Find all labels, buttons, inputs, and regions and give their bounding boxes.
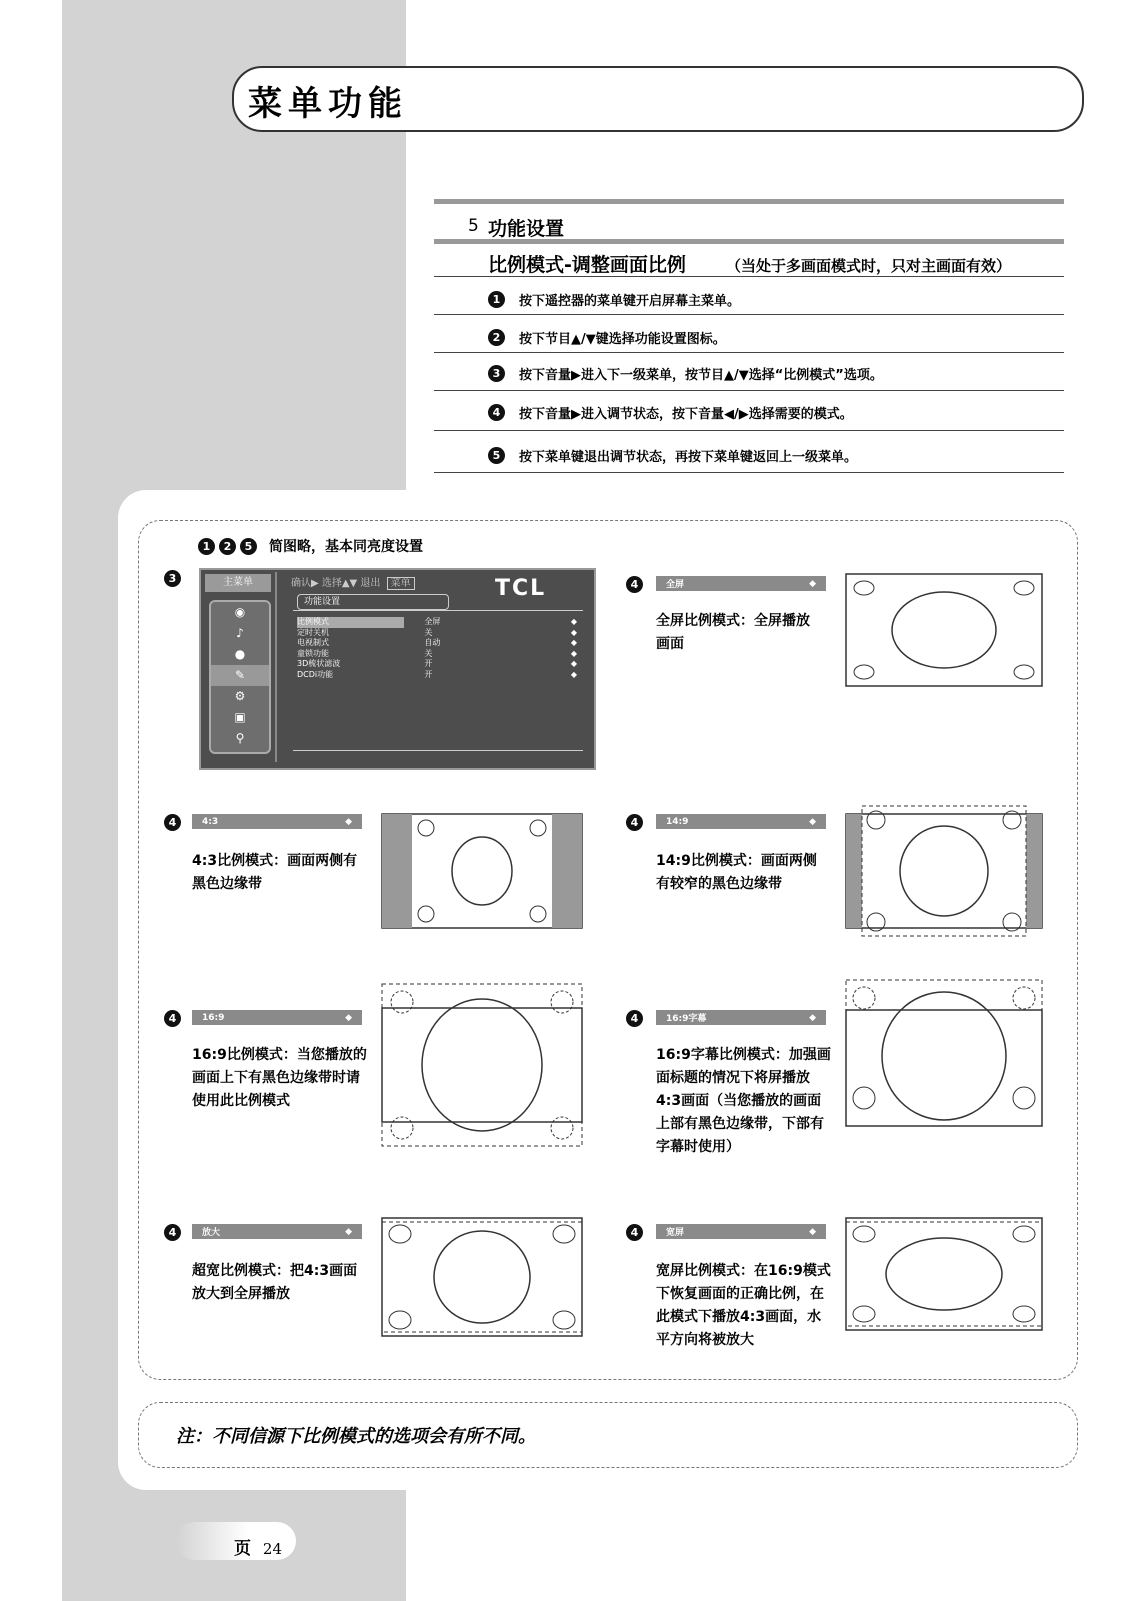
step-text: 按下遥控器的菜单键开启屏幕主菜单。 <box>519 294 741 309</box>
page-number: 页 24 <box>234 1539 283 1559</box>
step-text: 按下菜单键退出调节状态，再按下菜单键返回上一级菜单。 <box>519 450 858 465</box>
step-item <box>488 446 857 465</box>
mode-bar: 放大 ◆ <box>192 1224 362 1239</box>
page-title: 菜单功能 <box>248 84 408 124</box>
tv-icon-column <box>209 600 271 754</box>
divider <box>434 430 1064 431</box>
subsection-note: （当处于多画面模式时，只对主画面有效） <box>726 257 1012 275</box>
divider <box>434 352 1064 353</box>
tv-menu-rows <box>297 617 577 680</box>
divider <box>434 390 1064 391</box>
tv-divider <box>275 572 277 762</box>
step-number: 2 <box>488 329 505 346</box>
setup-icon: ⚙ <box>234 689 246 703</box>
step-text: 按下音量▶进入下一级菜单，按节目▲/▼选择“比例模式”选项。 <box>519 368 883 383</box>
mode-description: 14:9比例模式：画面两侧有较窄的黑色边缘带 <box>656 853 817 892</box>
step-item <box>488 328 726 347</box>
divider <box>434 314 1064 315</box>
step-marker: 4 <box>626 1010 643 1027</box>
aspect-diagram-16-9-subtitle <box>846 980 1042 1126</box>
mode-bar: 16:9 ◆ <box>192 1010 362 1025</box>
step-number: 5 <box>488 447 505 464</box>
mode-description: 16:9比例模式：当您播放的画面上下有黑色边缘带时请使用此比例模式 <box>192 1047 367 1109</box>
mode-description: 宽屏比例模式：在16:9模式下恢复画面的正确比例，在此模式下播放4:3画面，水平方向将被放大 <box>656 1263 831 1348</box>
combo-label <box>198 536 423 556</box>
search-icon: ⚲ <box>235 731 245 745</box>
step-item <box>488 364 883 383</box>
tv-menu-row: 定时关机 关 ◆ <box>297 627 577 637</box>
tv-menu-row: 电视制式 自动 ◆ <box>297 638 577 647</box>
picture-icon: ◉ <box>234 605 246 619</box>
step-marker: 3 <box>164 570 181 587</box>
step-number: 1 <box>198 538 215 555</box>
subsection-title: 比例模式-调整画面比例 <box>488 254 686 276</box>
step-marker: 4 <box>626 576 643 593</box>
tv-main-menu-label: 主菜单 <box>205 574 271 592</box>
step-marker: 4 <box>164 814 181 831</box>
aspect-diagram-16-9 <box>382 984 582 1146</box>
section-rule-top <box>434 199 1064 204</box>
section-number: 5 <box>468 216 479 236</box>
step-marker: 4 <box>626 1224 643 1241</box>
step-number: 5 <box>240 538 257 555</box>
mode-bar: 4:3 ◆ <box>192 814 362 829</box>
mode-description: 16:9字幕比例模式：加强画面标题的情况下将屏播放4:3画面（当您播放的画面上部有黑色边缘带，下部有字幕时使用） <box>656 1047 831 1155</box>
section-title: 功能设置 <box>488 218 565 240</box>
section-rule-mid <box>434 239 1064 244</box>
tv-menu-row: 童锁功能 关 ◆ <box>297 648 577 658</box>
step-number: 2 <box>219 538 236 555</box>
function-icon: ✎ <box>211 665 269 686</box>
step-item <box>488 290 740 309</box>
step-item <box>488 403 853 422</box>
tv-menu-row: 3D梳状滤波 开 ◆ <box>297 659 577 668</box>
step-marker: 4 <box>164 1224 181 1241</box>
step-number: 1 <box>488 291 505 308</box>
divider <box>434 472 1064 473</box>
divider <box>434 276 1064 277</box>
sound-icon: ♪ <box>236 626 244 640</box>
tv-hint-key: 菜单 <box>387 577 415 590</box>
aspect-diagram-4-3 <box>382 814 582 928</box>
aspect-diagram-full <box>846 574 1042 686</box>
step-marker: 4 <box>626 814 643 831</box>
tv-menu-row: 比例模式 全屏 ◆ <box>297 617 577 626</box>
mode-description: 4:3比例模式：画面两侧有黑色边缘带 <box>192 853 358 892</box>
step-marker: 4 <box>164 1010 181 1027</box>
mode-bar: 16:9字幕 ◆ <box>656 1010 826 1025</box>
channel-icon: ● <box>234 647 246 661</box>
step-text: 按下节目▲/▼键选择功能设置图标。 <box>519 332 726 347</box>
mode-bar: 宽屏 ◆ <box>656 1224 826 1239</box>
tcl-logo: TCL <box>495 576 547 601</box>
step-number: 3 <box>488 365 505 382</box>
mode-description: 超宽比例模式：把4:3画面放大到全屏播放 <box>192 1263 358 1302</box>
lock-icon: ▣ <box>234 710 246 724</box>
mode-bar: 全屏 ◆ <box>656 576 826 591</box>
aspect-diagram-zoom <box>382 1218 582 1336</box>
tv-hint-bar: 确认▶ 选择▲▼ 退出 菜单 <box>291 574 415 589</box>
note-text: 注：不同信源下比例模式的选项会有所不同。 <box>176 1426 536 1447</box>
tv-panel-title: 功能设置 <box>297 594 449 610</box>
mode-bar: 14:9 ◆ <box>656 814 826 829</box>
mode-description: 全屏比例模式：全屏播放画面 <box>656 613 810 652</box>
aspect-diagram-14-9 <box>846 806 1042 936</box>
tv-menu-row: DCDi功能 开 ◆ <box>297 669 577 679</box>
combo-text: 简图略，基本同亮度设置 <box>269 539 423 555</box>
tv-rule <box>293 750 583 751</box>
step-number: 4 <box>488 404 505 421</box>
aspect-diagram-wide <box>846 1218 1042 1330</box>
tv-menu-screenshot <box>199 568 596 770</box>
tv-rule <box>293 610 583 611</box>
step-text: 按下音量▶进入调节状态，按下音量◀/▶选择需要的模式。 <box>519 407 853 422</box>
